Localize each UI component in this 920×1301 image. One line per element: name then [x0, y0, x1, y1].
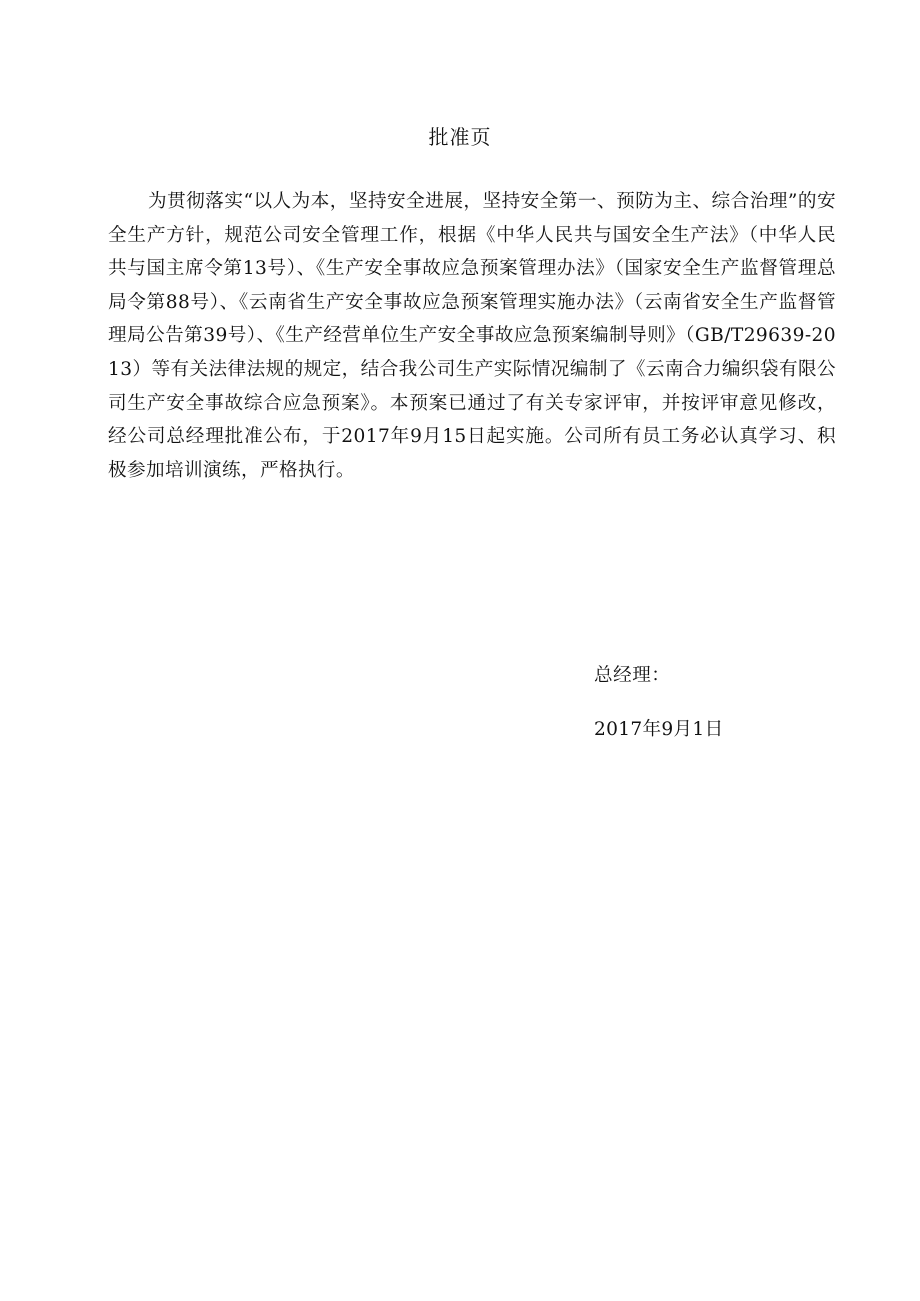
approval-paragraph: 为贯彻落实“以人为本，坚持安全进展，坚持安全第一、预防为主、综合治理”的安全生产方针，规范公司安全管理工作，根据《中华人民共与国安全生产法》（中华人民共与国主席令第13号）、《生产安全事故应急预案管理办法》（国家安全生产监督管理总局令第88号）、《云南省生产安全事故应急预案管理实施办法》（云南省安全生产监督管理局公告第39号）、《生产经营单位生产安全事故应急预案编制导则》（GB/T29639-2013）等有关法律法规的规定，结合我公司生产实际情况编制了《云南合力编织袋有限公司生产安全事故综合应急预案》。本预案已通过了有关专家评审，并按评审意见修改，经公司总经理批准公布，于2017年9月15日起实施。公司所有员工务必认真学习、积极参加培训演练，严格执行。: [108, 191, 836, 481]
approval-date: 2017年9月1日: [594, 719, 724, 740]
general-manager-signature-label: 总经理：: [594, 665, 671, 686]
page-title: 批准页: [428, 125, 492, 149]
